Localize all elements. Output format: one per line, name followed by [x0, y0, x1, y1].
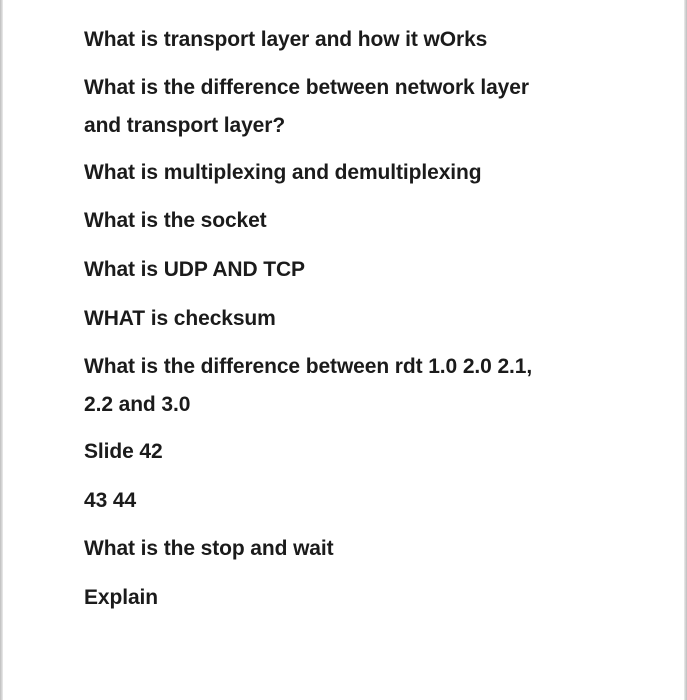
- note-explain: Explain: [84, 586, 158, 609]
- page-left-edge: [0, 0, 3, 700]
- question-rdt-difference: What is the difference between rdt 1.0 2.0 2.1,: [84, 355, 533, 378]
- question-stop-and-wait: What is the stop and wait: [84, 537, 334, 560]
- note-slides-43-44: 43 44: [84, 489, 137, 512]
- question-udp-tcp: What is UDP AND TCP: [84, 258, 305, 281]
- note-slide-42: Slide 42: [84, 440, 163, 463]
- question-checksum: WHAT is checksum: [84, 307, 276, 330]
- question-network-vs-transport: What is the difference between network layer: [84, 76, 529, 99]
- question-socket: What is the socket: [84, 209, 267, 232]
- question-network-vs-transport-cont: and transport layer?: [84, 114, 286, 137]
- question-multiplexing: What is multiplexing and demultiplexing: [84, 161, 482, 184]
- question-rdt-difference-cont: 2.2 and 3.0: [84, 393, 191, 416]
- question-transport-layer: What is transport layer and how it wOrks: [84, 28, 488, 51]
